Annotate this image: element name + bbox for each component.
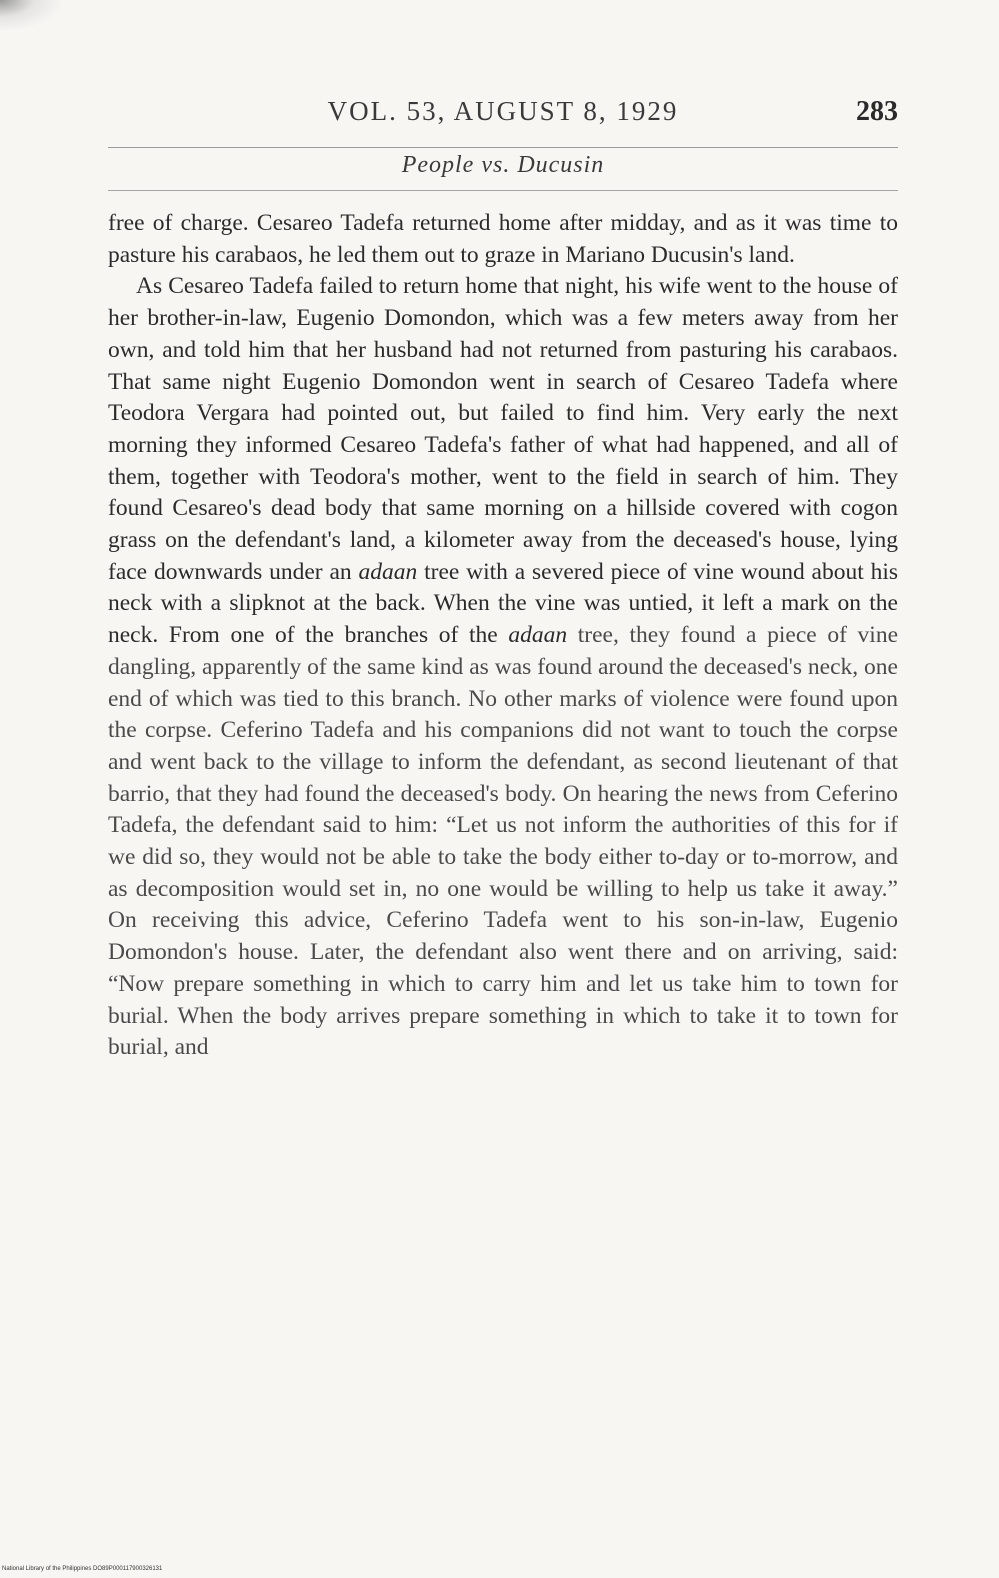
term-adaan: adaan bbox=[508, 622, 568, 649]
paragraph-2-part-b: tree with a severed piece of vine wound about his neck with a slipknot at the back. When the vine was untied, it left a mark on the neck. From one of the branches of the bbox=[108, 558, 899, 649]
paragraph-2 bbox=[108, 271, 898, 1064]
title-rule bbox=[108, 190, 898, 191]
running-head: VOL. 53, AUGUST 8, 1929 bbox=[327, 96, 679, 126]
paragraph-2-part-c: tree, they found a piece of vine dangling, apparently of the same kind as was found around the deceased's neck, one end of which was tied to this branch. No other marks of violence were found upon the corpse. Ceferino Tadefa and his companions did not want to touch the corpse and went back to the village to inform the defendant, as second lieutenant of that barrio, that they had found the deceased's body. On hearing the news from Ceferino Tadefa, the defendant said to him: “Let us not inform the authorities of this for if we did so, they would not be able to take the body either to-day or to-morrow, and as decomposition would set in, no one would be willing to help us take it away.” On receiving this advice, Ceferino Tadefa went to his son-in-law, Eugenio Domondon's house. Later, the defendant also went there and on arriving, said: “Now prepare something in which to carry him and let us take him to town for burial. When the body arrives prepare something in which to take it to town for burial, and bbox=[108, 622, 899, 1061]
paragraph-2-part-a: As Cesareo Tadefa failed to return home that night, his wife went to the house of her brother-in-law, Eugenio Domondon, which was a few meters away from her own, and told him that her husband had not returned from pasturing his carabaos. That same night Eugenio Domondon went in search of Cesareo Tadefa where Teodora Vergara had pointed out, but failed to find him. Very early the next morning they informed Cesareo Tadefa's father of what had happened, and all of them, together with Teodora's mother, went to the field in search of him. They found Cesareo's dead body that same morning on a hillside covered with cogon grass on the defendant's land, a kilometer away from the deceased's house, lying face downwards under an bbox=[108, 273, 898, 585]
paragraph-1: free of charge. Cesareo Tadefa returned home after midday, and as it was time to pasture his carabaos, he led them out to graze in Mariano Ducusin's land. bbox=[108, 210, 898, 268]
header-rule bbox=[108, 147, 898, 148]
scan-shadow bbox=[0, 0, 60, 30]
body-text bbox=[108, 208, 898, 1064]
case-title: People vs. Ducusin bbox=[401, 152, 605, 178]
term-adaan: adaan bbox=[358, 558, 418, 585]
page-number: 283 bbox=[856, 96, 898, 127]
library-credit: National Library of the Philippines DO89P000117900326131 bbox=[2, 1566, 163, 1572]
page-header bbox=[108, 96, 898, 140]
